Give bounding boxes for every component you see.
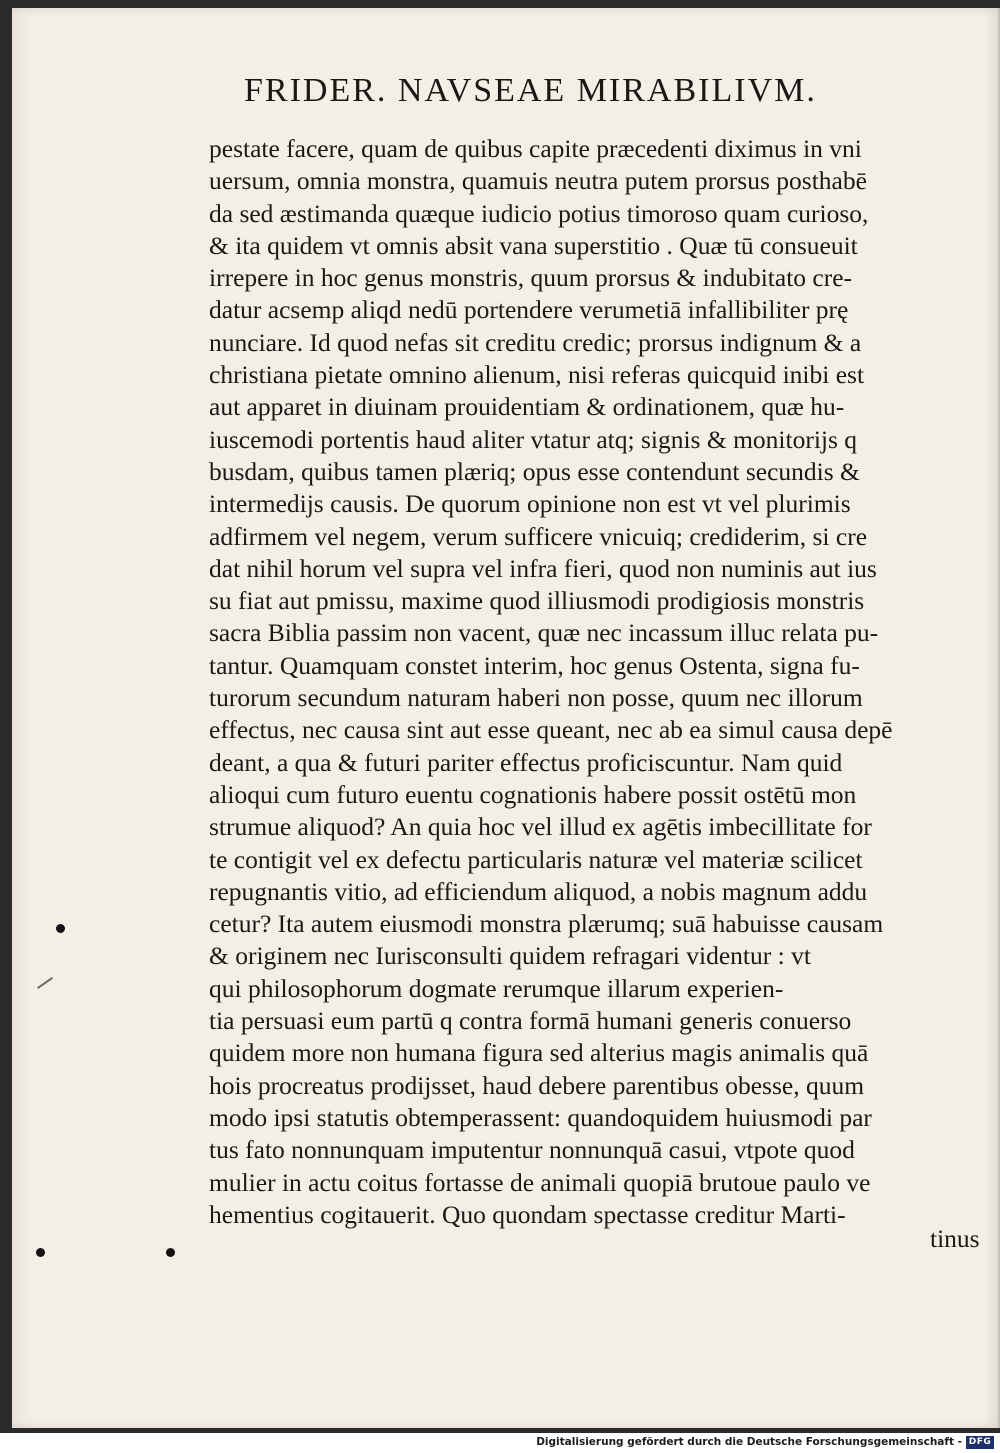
funding-note: Digitalisierung gefördert durch die Deutsche Forschungsgemeinschaft - [536, 1436, 962, 1448]
text-line: pestate facere, quam de quibus capite præcedenti diximus in vni [209, 134, 862, 163]
text-line: su fiat aut pmissu, maxime quod illiusmodi prodigiosis monstris [209, 586, 865, 616]
text-line: hementius cogitauerit. Quo quondam spectasse creditur Marti- [209, 1199, 846, 1229]
text-line: tus fato nonnunquam imputentur nonnunquā casui, vtpote quod [209, 1135, 855, 1165]
text-line: iuscemodi portentis haud aliter vtatur atq; signis & monitorijs q [209, 424, 858, 454]
text-line: turorum secundum naturam haberi non posse, quum nec illorum [209, 683, 863, 713]
text-line: sacra Biblia passim non vacent, quæ nec incassum illuc relata pu- [209, 618, 879, 648]
text-line: effectus, nec causa sint aut esse queant, nec ab ea simul causa depē [209, 715, 893, 745]
margin-dot [56, 924, 65, 933]
text-line: modo ipsi statutis obtemperassent: quandoquidem huiusmodi par [209, 1102, 872, 1132]
catchword: tinus [930, 1224, 980, 1253]
text-block [209, 133, 999, 1231]
text-line: alioqui cum futuro euentu cognationis habere possit ostētū mon [209, 779, 857, 809]
text-line: busdam, quibus tamen plæriq; opus esse contendunt secundis & [209, 456, 860, 486]
text-line: te contigit vel ex defectu particularis naturæ vel materiæ scilicet [209, 844, 863, 874]
text-line: tia persuasi eum partū q contra formā humani generis conuerso [209, 1006, 852, 1036]
margin-dot [36, 1248, 45, 1257]
book-page [12, 8, 1000, 1428]
text-line: christiana pietate omnino alienum, nisi referas quicquid inibi est [209, 360, 865, 390]
dfg-logo: DFG [966, 1436, 994, 1449]
text-line: irrepere in hoc genus monstris, quum prorsus & indubitato cre- [209, 263, 853, 293]
text-line: adfirmem vel negem, verum sufficere vnicuiq; crediderim, si cre [209, 521, 868, 551]
text-line: aut apparet in diuinam prouidentiam & ordinationem, quæ hu- [209, 392, 845, 422]
text-line: qui philosophorum dogmate rerumque illarum experien- [209, 973, 784, 1003]
text-line: deant, a qua & futuri pariter effectus proficiscuntur. Nam quid [209, 747, 843, 777]
text-line: da sed æstimanda quæque iudicio potius timoroso quam curioso, [209, 198, 869, 228]
text-line: datur acsemp aliqd nedū portendere verumetiā infallibiliter prę [209, 295, 849, 325]
text-line: repugnantis vitio, ad efficiendum aliquod, a nobis magnum addu [209, 876, 868, 906]
text-line: dat nihil horum vel supra vel infra fieri, quod non numinis aut ius [209, 553, 877, 583]
text-line: intermedijs causis. De quorum opinione non est vt vel plurimis [209, 489, 851, 519]
text-line: hois procreatus prodijsset, haud debere parentibus obesse, quum [209, 1070, 865, 1100]
text-line: uersum, omnia monstra, quamuis neutra putem prorsus posthabē [209, 166, 867, 196]
text-line: & originem nec Iurisconsulti quidem refragari videntur : vt [209, 941, 811, 971]
text-line: & ita quidem vt omnis absit vana superstitio . Quæ tū consueuit [209, 230, 858, 260]
text-line: mulier in actu coitus fortasse de animali quopiā brutoue paulo ve [209, 1167, 871, 1197]
running-head: FRIDER. NAVSEAE MIRABILIVM. [244, 72, 817, 109]
text-line: quidem more non humana figura sed alterius magis animalis quā [209, 1038, 869, 1068]
text-line: nunciare. Id quod nefas sit creditu credic; prorsus indignum & a [209, 327, 862, 357]
text-line: cetur? Ita autem eiusmodi monstra plærumq; suā habuisse causam [209, 909, 884, 939]
text-line: tantur. Quamquam constet interim, hoc genus Ostenta, signa fu- [209, 650, 860, 680]
margin-dot [166, 1248, 175, 1257]
text-line: strumue aliquod? An quia hoc vel illud ex agētis imbecillitate for [209, 812, 872, 842]
